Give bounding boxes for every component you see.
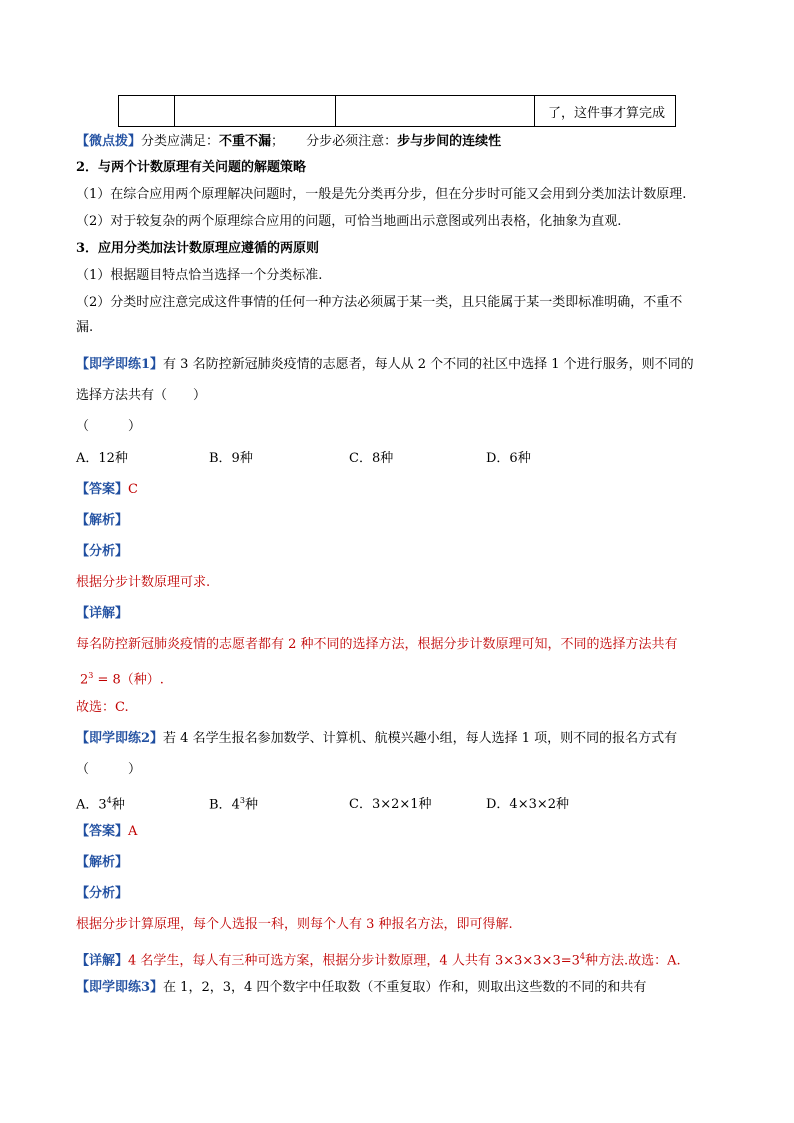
ex1-analysis-tag: 【解析】 <box>76 513 129 528</box>
section-3-p2a: （2）分类时应注意完成这件事情的任何一种方法必须属于某一类，且只能属于某一类即标准明确，不重不 <box>76 295 683 310</box>
ex1-answer-value: C <box>128 482 138 497</box>
ex1-option-a: A．12种 <box>76 451 128 466</box>
ex1-option-d: D．6种 <box>486 451 531 466</box>
ex1-option-b: B．9种 <box>209 451 253 466</box>
tip-line <box>76 133 501 151</box>
section-2-p1: （1）在综合应用两个原理解决问题时，一般是先分类再分步，但在分步时可能又会用到分类加法计数原理. <box>76 187 687 202</box>
ex2-option-a <box>76 792 209 814</box>
ex2-answer-value: A <box>128 824 138 839</box>
section-3-p2b: 漏. <box>76 320 94 335</box>
table-cell <box>336 96 535 127</box>
ex1-detail-b-exp: 3 <box>88 671 94 680</box>
ex1-conclusion: 故选：C. <box>76 700 129 715</box>
table-cell-last: 了，这件事才算完成 <box>535 96 676 127</box>
ex2-fenxi-text: 根据分步计算原理，每个人选报一科，则每个人有 3 种报名方法，即可得解. <box>76 917 513 932</box>
tip-a-bold: 不重不漏 <box>219 134 272 149</box>
ex1-answer-tag: 【答案】 <box>76 482 129 497</box>
ex2-option-d: D．4×3×2种 <box>486 797 570 813</box>
tip-sep: ； <box>271 134 285 149</box>
ex2-analysis-tag: 【解析】 <box>76 855 129 870</box>
ex1-tag: 【即学即练1】 <box>76 357 164 372</box>
ex2-detail-c: 种方法.故选：A. <box>584 953 681 969</box>
ex2-option-b-base: 4 <box>231 797 240 813</box>
ex2-option-b <box>209 792 349 814</box>
ex2-detail <box>76 948 681 970</box>
ex1-stem-a <box>76 356 694 374</box>
tip-b: 分步必须注意： <box>306 134 398 149</box>
ex1-detail-b-rest: = 8（种）. <box>93 672 164 688</box>
ex2-detail-tag: 【详解】 <box>76 953 129 969</box>
ex2-answer <box>76 823 137 841</box>
ex2-option-a-exp: 4 <box>106 796 112 805</box>
ex2-option-a-base: 3 <box>98 797 107 813</box>
ex2-option-a-label: A． <box>76 797 99 813</box>
section-3-heading: 3．应用分类加法计数原理应遵循的两原则 <box>76 241 320 256</box>
section-3-p1: （1）根据题目特点恰当选择一个分类标准. <box>76 268 323 283</box>
ex1-fenxi-tag: 【分析】 <box>76 544 129 559</box>
ex2-detail-a: 4 名学生，每人有三种可选方案，根据分步计数原理，4 人共有 3×3×3×3=3 <box>128 953 580 969</box>
ex1-detail-b-base: 2 <box>80 672 89 688</box>
ex2-stem-a <box>76 730 677 748</box>
tip-b-bold: 步与步间的连续性 <box>397 134 502 149</box>
ex1-options <box>76 450 531 468</box>
ex1-detail-tag: 【详解】 <box>76 606 129 621</box>
ex2-stem-text: 若 4 名学生报名参加数学、计算机、航模兴趣小组，每人选择 1 项，则不同的报名方式有 <box>163 731 678 746</box>
section-2-p2: （2）对于较复杂的两个原理综合应用的问题，可恰当地画出示意图或列出表格，化抽象为直观. <box>76 214 622 229</box>
ex3-stem-text: 在 1，2，3，4 四个数字中任取数（不重复取）作和，则取出这些数的不同的和共有 <box>163 980 647 995</box>
ex2-options <box>76 792 569 814</box>
ex1-stem-b: 选择方法共有（ ） <box>76 388 207 403</box>
table-fragment <box>118 95 676 127</box>
ex3-tag: 【即学即练3】 <box>76 980 164 995</box>
ex2-option-b-exp: 3 <box>239 796 245 805</box>
tip-a: 分类应满足： <box>141 134 220 149</box>
table-cell <box>119 96 175 127</box>
ex1-detail-b <box>80 667 164 689</box>
ex2-tag: 【即学即练2】 <box>76 731 164 746</box>
table-cell <box>175 96 336 127</box>
ex2-answer-tag: 【答案】 <box>76 824 129 839</box>
ex2-fenxi-tag: 【分析】 <box>76 886 129 901</box>
ex2-option-b-label: B． <box>209 797 232 813</box>
ex2-option-c: C．3×2×1种 <box>349 797 432 813</box>
ex2-detail-exp: 4 <box>579 952 585 961</box>
ex2-option-b-unit: 种 <box>244 797 258 813</box>
tip-tag: 【微点拨】 <box>76 134 142 149</box>
ex1-detail-a: 每名防控新冠肺炎疫情的志愿者都有 2 种不同的选择方法，根据分步计数原理可知，不同的选择方法共有 <box>76 637 678 652</box>
section-2-heading: 2．与两个计数原理有关问题的解题策略 <box>76 160 307 175</box>
ex2-paren: （ ） <box>76 762 142 777</box>
ex1-stem-text: 有 3 名防控新冠肺炎疫情的志愿者，每人从 2 个不同的社区中选择 1 个进行服务，则不同的 <box>163 357 694 372</box>
ex1-fenxi-text: 根据分步计数原理可求. <box>76 575 211 590</box>
ex1-option-c: C．8种 <box>349 451 394 466</box>
ex2-option-a-unit: 种 <box>111 797 125 813</box>
ex3-stem-a <box>76 979 646 997</box>
ex1-paren: （ ） <box>76 419 142 434</box>
ex1-answer <box>76 481 138 499</box>
